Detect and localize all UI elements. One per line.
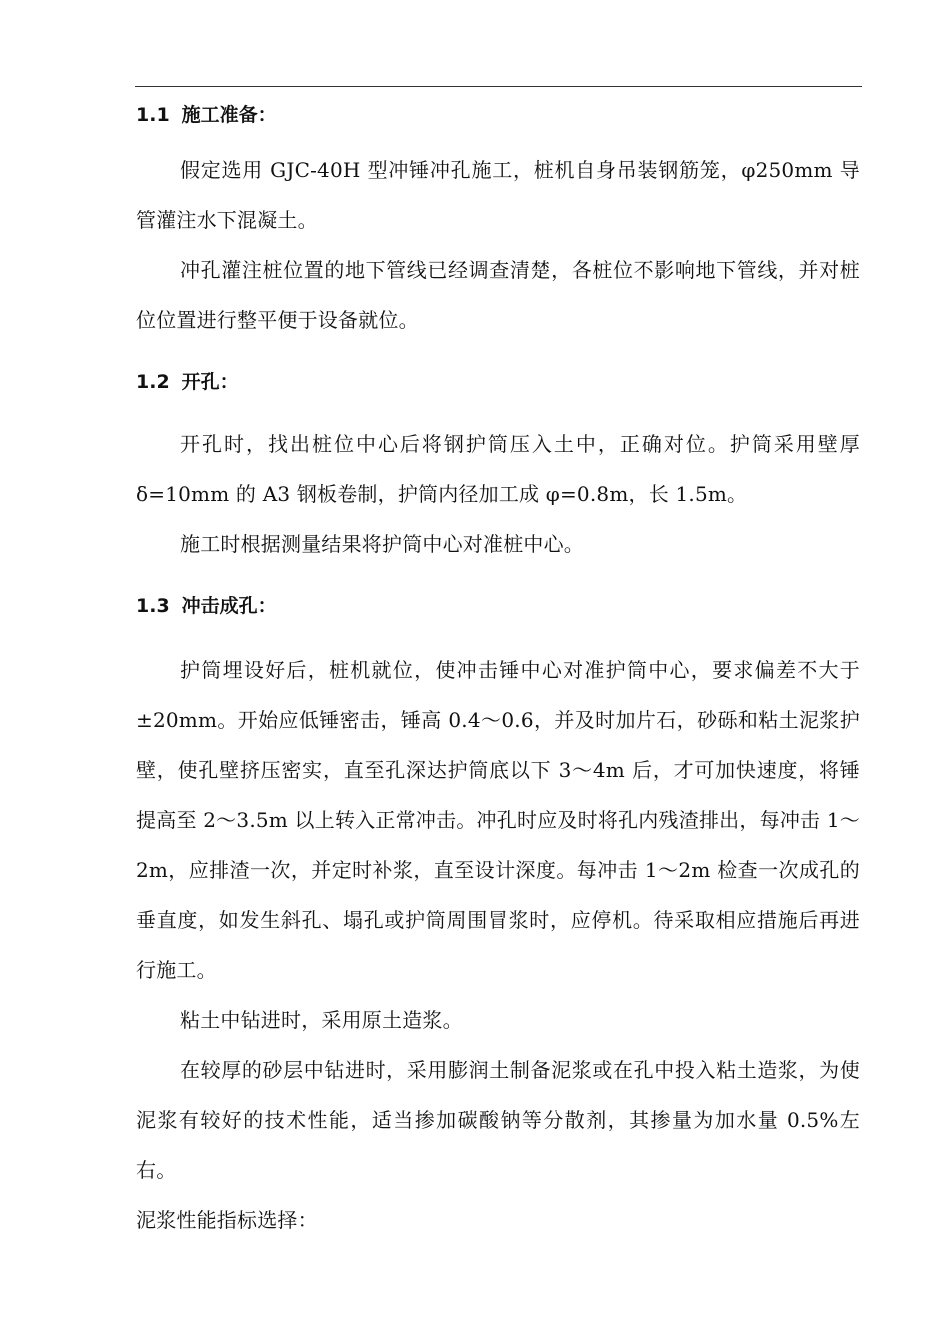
- section-number: 1.3: [136, 595, 170, 617]
- paragraph: 粘土中钻进时，采用原土造浆。: [180, 1008, 463, 1032]
- section-number: 1.1: [136, 104, 170, 126]
- section-title: 施工准备：: [181, 104, 277, 126]
- section-number: 1.2: [136, 371, 170, 393]
- closing-line: 泥浆性能指标选择：: [136, 1208, 318, 1232]
- section-heading-1-2: [136, 365, 860, 399]
- section-heading-1-3: [136, 589, 860, 623]
- header-rule: [135, 86, 862, 87]
- section-title: 冲击成孔：: [181, 595, 277, 617]
- paragraph: 开孔时，找出桩位中心后将钢护筒压入土中，正确对位。护筒采用壁厚 δ=10mm 的 A3 钢板卷制，护筒内径加工成 φ=0.8m，长 1.5m。: [136, 432, 860, 506]
- paragraph: 假定选用 GJC-40H 型冲锤冲孔施工，桩机自身吊装钢筋笼，φ250mm 导管灌注水下混凝土。: [136, 158, 860, 232]
- section-title: 开孔：: [181, 371, 239, 393]
- section-heading-1-1: [136, 98, 860, 132]
- paragraph: 护筒埋设好后，桩机就位，使冲击锤中心对准护筒中心，要求偏差不大于±20mm。开始应低锤密击，锤高 0.4～0.6，并及时加片石，砂砾和粘土泥浆护壁，使孔壁挤压密实，直至孔深达护筒底以下 3～4m 后，才可加快速度，将锤提高至 2～3.5m 以上转入正常冲击。冲孔时应及时将孔内残渣排出，每冲击 1～2m，应排渣一次，并定时补浆，直至设计深度。每冲击 1～2m 检查一次成孔的垂直度，如发生斜孔、塌孔或护筒周围冒浆时，应停机。待采取相应措施后再进行施工。: [136, 658, 860, 982]
- paragraph: 冲孔灌注桩位置的地下管线已经调查清楚，各桩位不影响地下管线，并对桩位位置进行整平便于设备就位。: [136, 258, 860, 332]
- document-body: [136, 98, 860, 1245]
- paragraph: 在较厚的砂层中钻进时，采用膨润土制备泥浆或在孔中投入粘土造浆，为使泥浆有较好的技术性能，适当掺加碳酸钠等分散剂，其掺量为加水量 0.5%左右。: [136, 1058, 860, 1182]
- paragraph: 施工时根据测量结果将护筒中心对准桩中心。: [180, 532, 584, 556]
